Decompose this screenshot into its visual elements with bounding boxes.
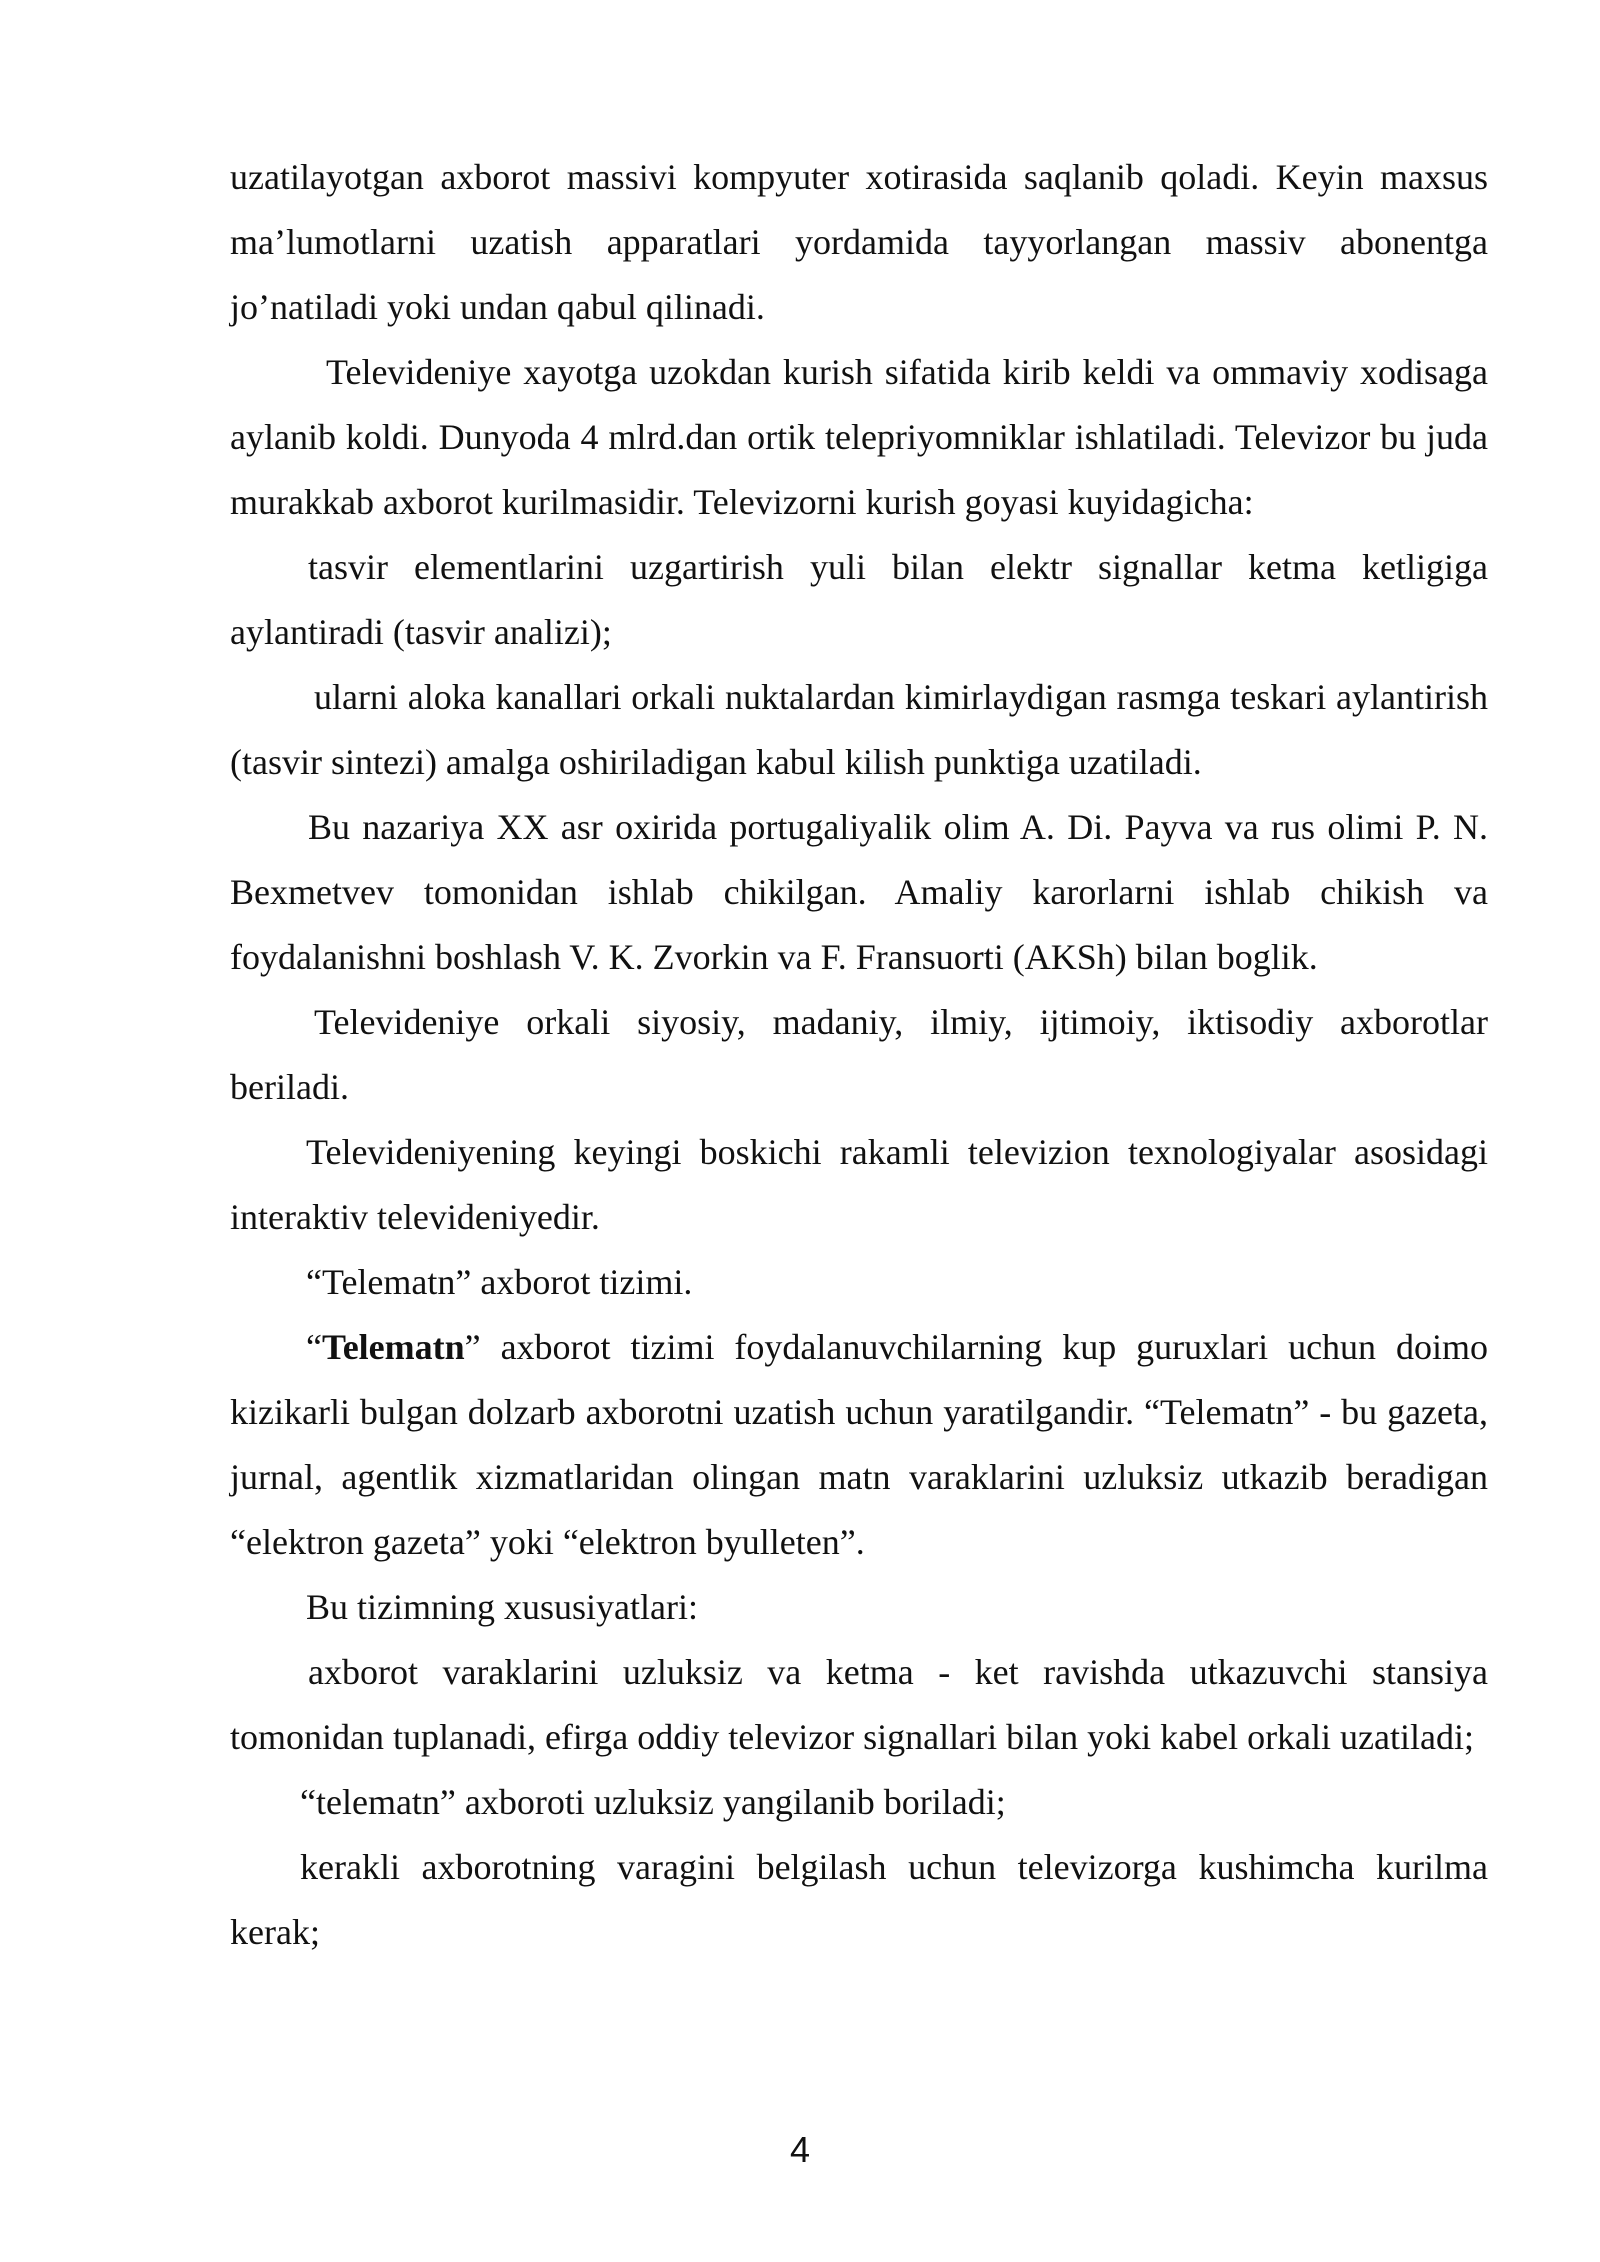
paragraph: Televideniye xayotga uzokdan kurish sifatida kirib keldi va ommaviy xodisaga aylanib koldi. Dunyoda 4 mlrd.dan ortik telepriyomniklar ishlatiladi. Televizor bu juda murakkab axborot kurilmasidir. Televizorni kurish goyasi kuyidagicha: — [230, 352, 1488, 522]
paragraph-rest: ” axborot tizimi foydalanuvchilarning kup guruxlari uchun doimo kizikarli bulgan dolzarb axborotni uzatish uchun yaratilgandir. “Telematn” - bu gazeta, jurnal, agentlik xizmatlaridan olingan matn varaklarini uzluksiz utkazib beradigan “elektron gazeta” yoki “elektron byulleten”. — [230, 1327, 1488, 1562]
list-item: kerakli axborotning varagini belgilash uchun televizorga kushimcha kurilma kerak; — [230, 1847, 1488, 1952]
list-item: axborot varaklarini uzluksiz va ketma - ket ravishda utkazuvchi stansiya tomonidan tuplanadi, efirga oddiy televizor signallari bilan yoki kabel orkali uzatiladi; — [230, 1652, 1488, 1757]
list-item: “telematn” axboroti uzluksiz yangilanib boriladi; — [300, 1782, 1006, 1822]
paragraph: Bu tizimning xususiyatlari: — [306, 1587, 698, 1627]
page-number: 4 — [789, 2129, 811, 2170]
open-quote: “ — [306, 1327, 322, 1367]
page-body — [230, 145, 1488, 1965]
section-heading: “Telematn” axborot tizimi. — [306, 1262, 693, 1302]
paragraph: Bu nazariya XX asr oxirida portugaliyalik olim A. Di. Payva va rus olimi P. N. Bexmetvev tomonidan ishlab chikilgan. Amaliy karorlarni ishlab chikish va foydalanishni boshlash V. K. Zvorkin va F. Fransuorti (AKSh) bilan boglik. — [230, 807, 1488, 977]
telematn-paragraph — [230, 1315, 1488, 1575]
list-item: tasvir elementlarini uzgartirish yuli bilan elektr signallar ketma ketligiga aylantiradi (tasvir analizi); — [230, 547, 1488, 652]
list-item: ularni aloka kanallari orkali nuktalardan kimirlaydigan rasmga teskari aylantirish (tasvir sintezi) amalga oshiriladigan kabul kilish punktiga uzatiladi. — [230, 677, 1488, 782]
paragraph: Televideniye orkali siyosiy, madaniy, ilmiy, ijtimoiy, iktisodiy axborotlar beriladi. — [230, 1002, 1488, 1107]
paragraph: uzatilayotgan axborot massivi kompyuter xotirasida saqlanib qoladi. Keyin maxsus ma’lumotlarni uzatish apparatlari yordamida tayyorlangan massiv abonentga jo’natiladi yoki undan qabul qilinadi. — [230, 157, 1488, 327]
paragraph: Televideniyening keyingi boskichi rakamli televizion texnologiyalar asosidagi interaktiv televideniyedir. — [230, 1132, 1488, 1237]
bold-term: Telematn — [321, 1327, 465, 1367]
